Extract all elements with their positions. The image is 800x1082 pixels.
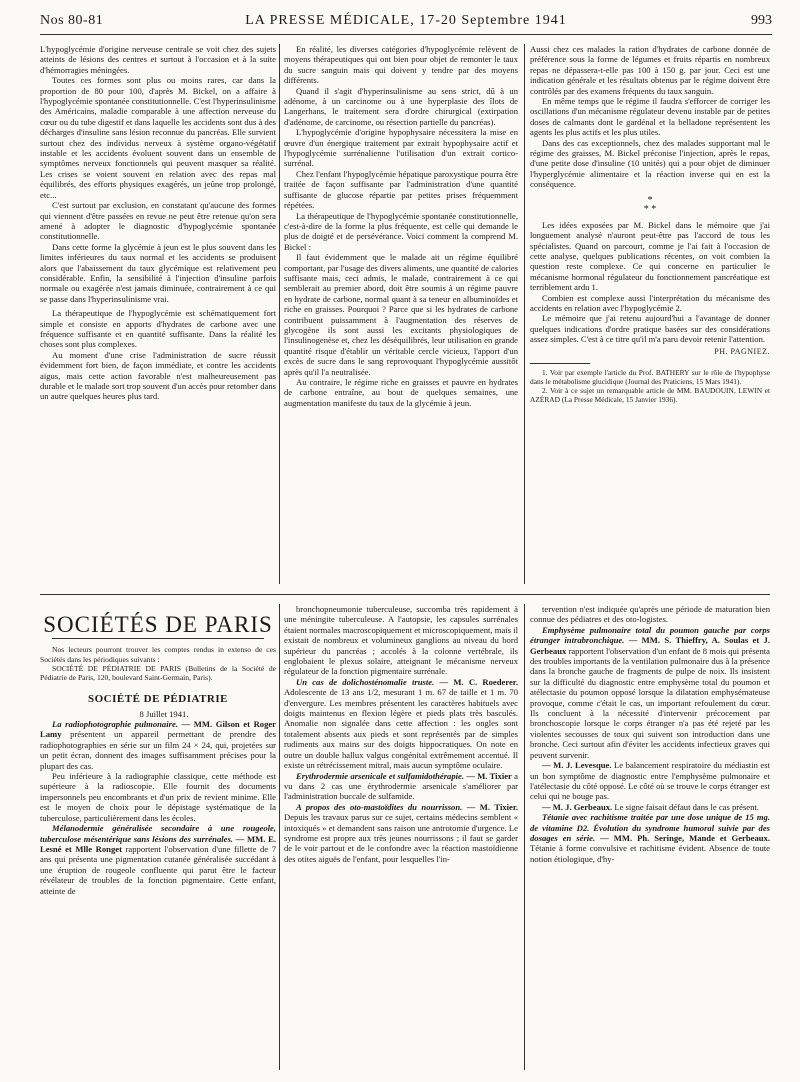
bottom-column-2: [284, 604, 518, 864]
entry-text: a vu dans 2 cas une érythrodermie arsenicale s'améliorer par l'administration buccale de sulfamide.: [284, 770, 518, 802]
society-entry: [530, 760, 770, 802]
entry-text: Tétanie à forme convulsive et rachitisme évident. Absence de toute notion étiologique, d'hy-: [530, 843, 770, 864]
paragraph: Toutes ces formes sont plus ou moins rares, car dans la proportion de 80 pour 100, d'après M. Bickel, on a affaire à l'hypoglycémie spontanée constitutionnelle. C'est l'hyperinsulinisme des Américains, maladie comparable à une affection nerveuse du cœur ou du tube digestif et dans laquelle les accidents sont dus à des décharges d'insuline sans lésion reconnue du pancréas. Elle survient surtout chez des individus nerveux à système organo-végétatif instable et les accidents évoluent souvent dans un ensemble de symptômes nerveux fonctionnels qui peuvent masquer sa réalité. Les crises se voient souvent en relation avec des repas mal équilibrés, des efforts physiques exagérés, un jeûne trop prolongé, etc...: [40, 75, 276, 200]
entry-authors: — MM. S. Thieffry, A. Soulas et J. Gerbeaux: [530, 635, 770, 656]
column-divider: [524, 604, 525, 1070]
column-divider: [279, 44, 280, 584]
society-entry: [40, 719, 276, 771]
entries: [40, 719, 276, 896]
title-rule: [52, 638, 264, 639]
entry-text: présentent un appareil permettant de prendre des radiophotographies en série sur un film 24 × 24, qui, projetées sur un petit écran, donnent des images suffisamment précises pour la plupart des cas.: [40, 729, 276, 771]
entry-title: Erythrodermie arsenicale et sulfamidothérapie.: [296, 770, 465, 781]
top-column-1: [40, 44, 276, 402]
society-entry: [530, 604, 770, 625]
entry-text: rapportent l'observation d'une fillette de 7 ans qui présenta une pigmentation cutanée généralisée succédant à une éruption de rougeole confluente qui parut être le facteur révélateur de troubles de la fonction pigmentaire. Cette enfant, atteinte de: [40, 843, 276, 896]
entry-title: Tétanie avec rachitisme traitée par une dose unique de 15 mg. de vitamine D2. Évolution du syndrome humoral suivie par des dosages en série.: [530, 812, 770, 843]
entry-authors: — M. Tixier.: [466, 801, 518, 812]
entry-authors: — MM. E. Lesné et Mlle Ronget: [40, 833, 276, 854]
entry-text: Le balancement respiratoire du médiastin est un bon symptôme de diagnostic entre l'emphysème pulmonaire et l'atélectasie du côté opposé. Le côté où se trouve le corps étranger est celui qui ne bouge pas.: [530, 760, 770, 802]
entry-text: rapportent l'observation d'un enfant de 8 mois qui présenta des troubles importants de la ventilation pulmonaire dus à la présence dans la bronche gauche de fragments de pulpe de noix. Ils insistent sur la difficulté du diagnostic entre emphysème total du poumon et atélectasie du poumon opposé lorsque la dilatation emphysémateuse provoque, comme c'était le cas, un important refoulement du cœur. Ils concluent à la nécessité d'intervenir précocement par bronchoscopie lorsque le corps étranger n'a pas été rejeté par les violentes secousses de toux qui suivent son introduction dans une bronche. Ceci surtout afin d'éviter les accidents infectieux graves qui peuvent survenir.: [530, 645, 770, 760]
society-entry: [284, 677, 518, 771]
section-divider: [40, 594, 770, 595]
asterism-top: *: [647, 194, 653, 206]
section-asterism: [530, 196, 770, 214]
page-header: [40, 10, 772, 35]
paragraph: Au contraire, le régime riche en graisses et pauvre en hydrates de carbone entraîne, au bout de quelques semaines, une augmentation manifeste du taux de la glycémie à jeun.: [284, 377, 518, 408]
society-entry: [40, 771, 276, 823]
entry-authors: — M. Tixier: [466, 770, 512, 781]
journal-title: LA PRESSE MÉDICALE: [245, 13, 411, 28]
entry-authors: — M. C. Roederer.: [439, 676, 518, 687]
paragraph: Les idées exposées par M. Bickel dans le mémoire que j'ai longuement analysé n'auront peut-être pas l'accord de tous les spécialistes. Quand on parcourt, comme je l'ai fait à l'occasion de cette analyse, quelques publications récentes, on voit combien la question reste complexe. Ce qui concerne en particulier le mécanisme hormonal régulateur du fonctionnement pancréatique est terriblement ardu 1.: [530, 219, 770, 293]
entries: [284, 604, 518, 864]
section-date: 8 Juillet 1941.: [139, 708, 189, 719]
entry-authors: — MM. Gilson et Roger Lamy: [40, 719, 276, 740]
section-title: SOCIÉTÉ DE PÉDIATRIE: [88, 693, 228, 706]
column-divider: [279, 604, 280, 1070]
bottom-column-3: [530, 604, 770, 864]
paragraph: Quand il s'agit d'hyperinsulinisme au sens strict, dû à un adénome, à un carcinome ou à une hyperplasie des îlots de Langerhans, le traitement sera d'ordre chirurgical (extirpation d'adénome, de carcinome, ou résection partielle du pancréas).: [284, 85, 518, 127]
entry-authors: — M. J. Levesque.: [542, 760, 612, 771]
societes-source: SOCIÉTÉ DE PÉDIATRIE DE PARIS (Bulletins de la Société de Pédiatrie de Paris, 120, boulevard Saint-Germain, Paris).: [40, 663, 276, 683]
entry-authors: — M. J. Gerbeaux.: [542, 801, 613, 812]
bottom-column-1: [40, 604, 276, 896]
issue-date: 17-20 Septembre 1941: [419, 13, 567, 28]
paragraph: L'hypoglycémie d'origine hypophysaire nécessitera la mise en œuvre d'un énergique traitement par extrait hypophysaire actif et l'hypoglycémie surrénalienne l'utilisation d'un extrait cortico-surrénal.: [284, 127, 518, 169]
issue-number: Nos 80-81: [40, 13, 104, 28]
societes-title: SOCIÉTÉS DE PARIS: [43, 612, 273, 637]
entry-title: Emphysème pulmonaire total du poumon gauche par corps étranger intrabronchique.: [530, 624, 770, 646]
footnote: 2. Voir à ce sujet un remarquable article de MM. BAUDOUIN, LEWIN et AZÉRAD (La Presse Médicale, 15 Janvier 1936).: [530, 385, 770, 404]
paragraph: Aussi chez ces malades la ration d'hydrates de carbone donnée de préférence sous la forme de légumes et fruits répartis en nombreux repas ne dépassera-t-elle pas 100 à 150 g. par jour. Ceci est une indication générale et les résultats obtenus par le régime doivent être contrôlés par des examens fréquents du taux sanguin.: [530, 44, 770, 96]
paragraph: Chez l'enfant l'hypoglycémie hépatique paroxystique pourra être traitée de façon suffisante par l'administration d'une quantité suffisante de glucose répartie par petites prises fréquemment répétées.: [284, 168, 518, 211]
paragraph: La thérapeutique de l'hypoglycémie est schématiquement fort simple et consiste en apports d'hydrates de carbone avec une fréquence suffisante et en quantité suffisante. Dans la réalité les choses sont plus complexes.: [40, 308, 276, 350]
society-entry: [284, 604, 518, 677]
entry-title: La radiophotographie pulmonaire.: [52, 719, 178, 730]
entry-text: tervention n'est indiquée qu'après une période de maturation bien connue des pédiatres et des oto-logistes.: [530, 604, 770, 625]
entry-authors: — MM. Ph. Seringe, Mande et Gerbeaux.: [600, 832, 770, 843]
societes-intro: Nos lecteurs pourront trouver les comptes rendus in extenso de ces Sociétés dans les périodiques suivants :: [40, 645, 276, 664]
entry-title: Mélanodermie généralisée secondaire à une rougeole, tuberculose mésentérique sans lésions des surrénales.: [40, 823, 276, 844]
paragraph: Le mémoire que j'ai retenu aujourd'hui a l'avantage de donner quelques indications d'ordre pratique basées sur des considérations assez simples. C'est à ce titre qu'il m'a paru devoir retenir l'attention.: [530, 313, 770, 345]
paragraph: En réalité, les diverses catégories d'hypoglycémie relèvent de moyens thérapeutiques qui ont bien pour objet de remonter le taux du sucre sanguin mais qui doivent y tendre par des moyens différents.: [284, 44, 518, 86]
page-number: 993: [751, 13, 772, 28]
paragraph: Dans des cas exceptionnels, chez des malades supportant mal le régime des graisses, M. Bickel préconise l'injection, après le repas, d'une petite dose d'insuline (10 unités) qui a pour objet de diminuer l'hyperglycémie alimentaire et la réaction inverse qui en est la conséquence.: [530, 137, 770, 190]
entry-text: Le signe faisait défaut dans le cas présent.: [614, 801, 759, 812]
society-entry: [284, 771, 518, 802]
paragraph: Il faut évidemment que le malade ait un régime équilibré comportant, par l'usage des divers aliments, une quantité de calories suffisante mais, ceci admis, le malade, contrairement à ce qui semblerait au premier abord, doit être soumis à un régime pauvre en hydrate de carbone, normal quant à sa teneur en albuminoïdes et riche en graisses. Pourquoi ? Parce que si les hydrates de carbone contribuent puissamment à l'augmentation des réserves de glycogène ils sont aussi les excitants physiologiques de l'insulinogenèse et, chez les déséquilibrés, leur utilisation en grande quantité risque d'établir un véritable cercle vicieux, l'apport d'un excès de sucre dans le sang reprovoquant l'hypoglycémie aussitôt après qu'il l'a neutralisée.: [284, 252, 518, 377]
entry-text: Peu inférieure à la radiographie classique, cette méthode est supérieure à la radioscopie. Elle fournit des documents impersonnels peu encombrants et d'un prix de revient minime. Elle est le moyen de choix pour le dépistage systématique de la tuberculose, particulièrement dans les écoles.: [40, 771, 276, 823]
asterism-bottom: * *: [643, 203, 657, 215]
entry-text: Adolescente de 13 ans 1/2, mesurant 1 m. 67 de taille et 1 m. 70 d'envergure. Les membres présentent les caractères habituels avec doigts maintenus en flexion légère et pieds plats très basculés. Anomalie non signalée dans cette affection : les ongles sont totalement absents aux pieds et sont représentés par de simples rudiments aux mains sur des doigts hippocratiques. On note en outre un double hallux valgus congénital extrêmement accentué. Il existe un rétrécissement mitral, mais aucun symptôme oculaire.: [284, 687, 518, 771]
journal-title-date: LA PRESSE MÉDICALE, 17-20 Septembre 1941: [245, 13, 567, 28]
entry-title: Un cas de dolichosténomalie truste.: [296, 676, 435, 687]
paragraph: En même temps que le régime il faudra s'efforcer de corriger les oscillations d'un mécanisme régulateur devenu instable par de petites doses de calmants dont le gardénal et la belladone représentent les agents les plus actifs et les plus utiles.: [530, 96, 770, 138]
paragraph: Dans cette forme la glycémie à jeun est le plus souvent dans les limites inférieures du taux normal et les accidents se produisent alors que l'abaissement du taux glycémique est relativement peu considérable. Enfin, la sensibilité à l'injection d'insuline parfois normale ou exagérée n'est jamais diminuée, contrairement à ce qui se passe dans l'hyperinsulinisme vrai.: [40, 241, 276, 304]
society-entry: [40, 823, 276, 896]
society-entry: [530, 625, 770, 760]
column-divider: [524, 44, 525, 584]
entry-text: Depuis les travaux parus sur ce sujet, certains médecins semblent « intoxiqués » et demandent sans raison une antrotomie d'urgence. Le syndrome est propre aux très jeunes nourrissons ; il faut se garder de le voir partout et de le confondre avec la réaction mastoïdienne des otites aiguës de l'enfant, pour lesquelles l'in-: [284, 812, 518, 864]
paragraph: L'hypoglycémie d'origine nerveuse centrale se voit chez des sujets atteints de lésions des centres et surtout à l'occasion et à la suite d'hémorragies méningées.: [40, 44, 276, 75]
society-entry: [284, 802, 518, 864]
society-entry: [530, 802, 770, 812]
paragraph: Combien est complexe aussi l'interprétation du mécanisme des accidents en relation avec l'hypoglycémie 2.: [530, 292, 770, 313]
author-signature: PH. PAGNIEZ.: [714, 346, 770, 356]
paragraph: C'est surtout par exclusion, en constatant qu'aucune des formes qui viennent d'être passées en revue ne peut être retenue qu'on sera amené à adopter le diagnostic d'hypoglycémie spontanée constitutionnelle.: [40, 200, 276, 242]
paragraph: Au moment d'une crise l'administration de sucre réussit évidemment fort bien, de façon immédiate, et contre les accidents aigus, mais cette action favorable n'est malheureusement pas durable et le malade sort trop souvent d'un accès pour retomber dans un autre quelques heures plus tard.: [40, 349, 276, 402]
entries: [530, 604, 770, 864]
entry-text: bronchopneumonie tuberculeuse, succomba très rapidement à une méningite tuberculeuse. A l'autopsie, les capsules surrénales étaient normales macroscopiquement et microscopiquement, mais il existait de nombreux et volumineux ganglions au niveau du bord supérieur du pancréas ; accolés à la colonne vertébrale, ils englobaient le plexus solaire, atteignant le mécanisme nerveux régulateur de la fonction pigmentaire surrénale.: [284, 604, 518, 677]
top-column-2: [284, 44, 518, 408]
entry-title: A propos des oto-mastoïdites du nourrisson.: [296, 801, 463, 812]
footnote-rule: [530, 363, 590, 364]
paragraph: La thérapeutique de l'hypoglycémie spontanée constitutionnelle, c'est-à-dire de la forme la plus fréquente, est celle qui demande le plus de doigté et de persévérance. Voici comment la comprend M. Bickel :: [284, 210, 518, 252]
top-column-3: [530, 44, 770, 404]
footnote: 1. Voir par exemple l'article du Prof. BATHERY sur le rôle de l'hypophyse dans le métabolisme glucidique (Journal des Praticiens, 15 Mars 1941).: [530, 367, 770, 386]
society-entry: [530, 812, 770, 864]
